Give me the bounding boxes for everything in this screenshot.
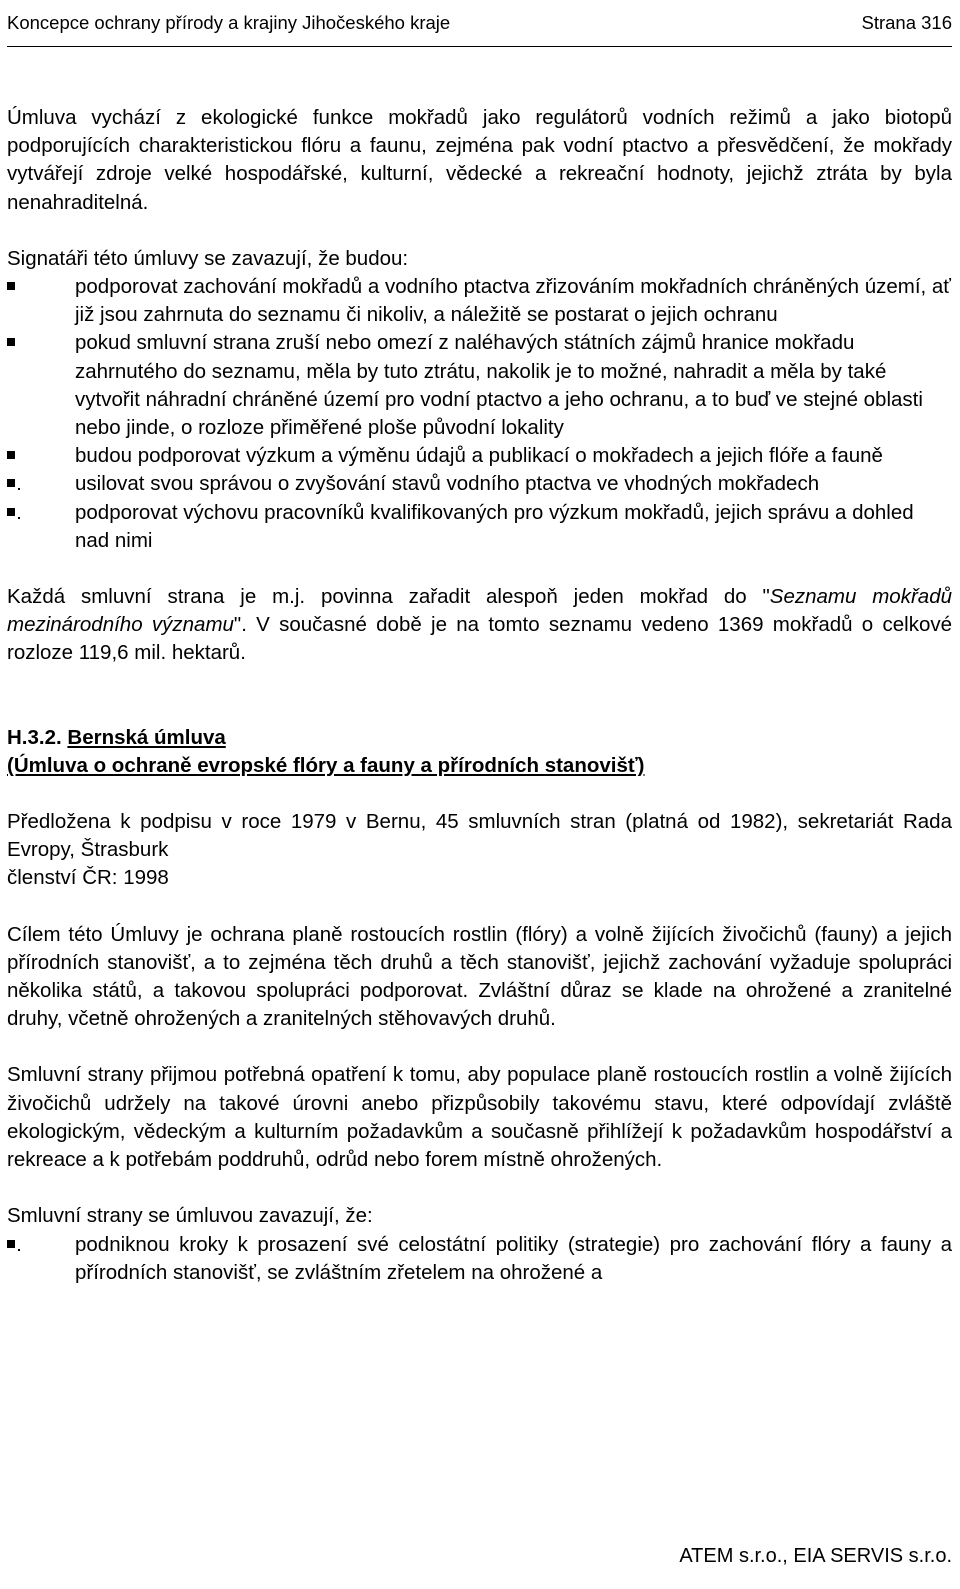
document-body [7,104,952,1287]
signatories-intro: Signatáři této úmluvy se zavazují, že budou: [7,246,409,270]
section-heading: H.3.2. Bernská úmluva [7,725,226,749]
list-item: usilovat svou správou o zvyšování stavů vodního ptactva ve vhodných mokřadech [7,470,952,498]
page-footer: ATEM s.r.o., EIA SERVIS s.r.o. [679,1545,952,1567]
header-title: Koncepce ochrany přírody a krajiny Jihočeského kraje [7,12,451,33]
list-item: podporovat výchovu pracovníků kvalifikovaných pro výzkum mokřadů, jejich správu a dohled nad nimi [7,499,952,555]
paragraph-bern-info: Předložena k podpisu v roce 1979 v Bernu, 45 smluvních stran (platná od 1982), sekretariát Rada Evropy, Štrasburk [7,810,952,862]
section-subtitle: (Úmluva o ochraně evropské flóry a fauny a přírodních stanovišť) [7,753,645,777]
bullet-icon [7,508,15,516]
bullet-icon [7,282,15,290]
parties-intro: Smluvní strany se úmluvou zavazují, že: [7,1204,373,1228]
membership-line: členství ČR: 1998 [7,866,169,890]
bullet-icon [7,451,15,459]
signatories-list [7,273,952,555]
bullet-icon [7,479,15,487]
bullet-icon [7,338,15,346]
list-item: podporovat zachování mokřadů a vodního ptactva zřizováním mokřadních chráněných území, ať již jsou zahrnuta do seznamu či nikoliv, a náležitě se postarat o jejich ochranu [7,273,952,329]
list-item: budou podporovat výzkum a výměnu údajů a publikací o mokřadech a jejich flóře a fauně [7,442,952,470]
paragraph-bern-goal: Cílem této Úmluvy je ochrana planě rostoucích rostlin (flóry) a volně žijících živočichů (fauny) a jejich přírodních stanovišť, a to zejména těch druhů a těch stanovišť, jejichž zachování vyžaduje spolupráci několika států, a takovou spolupráci podporovat. Zvláštní důraz se klade na ohrožené a zranitelné druhy, včetně ohrožených a zranitelných stěhovavých druhů. [7,922,952,1031]
bullet-icon [7,1240,15,1248]
page-header [7,0,952,47]
parties-list [7,1231,952,1287]
paragraph-ramsar-purpose: Úmluva vychází z ekologické funkce mokřadů jako regulátorů vodních režimů a jako biotopů podporujících charakteristickou flóru a faunu, zejména pak vodní ptactvo a přesvědčení, že mokřady vytvářejí zdroje velké hospodářské, kulturní, vědecké a rekreační hodnoty, jejichž ztráta by byla nenahraditelná. [7,106,952,214]
list-item: podniknou kroky k prosazení své celostátní politiky (strategie) pro zachování flóry a fauny a přírodních stanovišť, se zvláštním zřetelem na ohrožené a [7,1231,952,1287]
list-name-italic: Seznamu mokřadů mezinárodního významu [7,585,952,637]
paragraph-ramsar-list: Každá smluvní strana je m.j. povinna zařadit alespoň jeden mokřad do "Seznamu mokřadů mezinárodního významu". V současné době je na tomto seznamu vedeno 1369 mokřadů o celkové rozloze 119,6 mil. hektarů. [7,585,952,665]
list-item: pokud smluvní strana zruší nebo omezí z naléhavých státních zájmů hranice mokřadu zahrnutého do seznamu, měla by tuto ztrátu, nakolik je to možné, nahradit a měla by také vytvořit náhradní chráněné území pro vodní ptactvo a jeho ochranu, a to buď ve stejné oblasti nebo jinde, o rozloze přiměřené ploše původní lokality [7,329,952,442]
paragraph-bern-measures: Smluvní strany přijmou potřebná opatření k tomu, aby populace planě rostoucích rostlin a volně žijících živočichů udržely na takové úrovni anebo přizpůsobily takovému stavu, které odpovídají zvláště ekologickým, vědeckým a kulturním požadavkům a současně přihlížejí k požadavkům hospodářství a rekreace a k potřebám poddruhů, odrůd nebo forem místně ohrožených. [7,1063,952,1172]
page-number: Strana 316 [861,12,952,33]
